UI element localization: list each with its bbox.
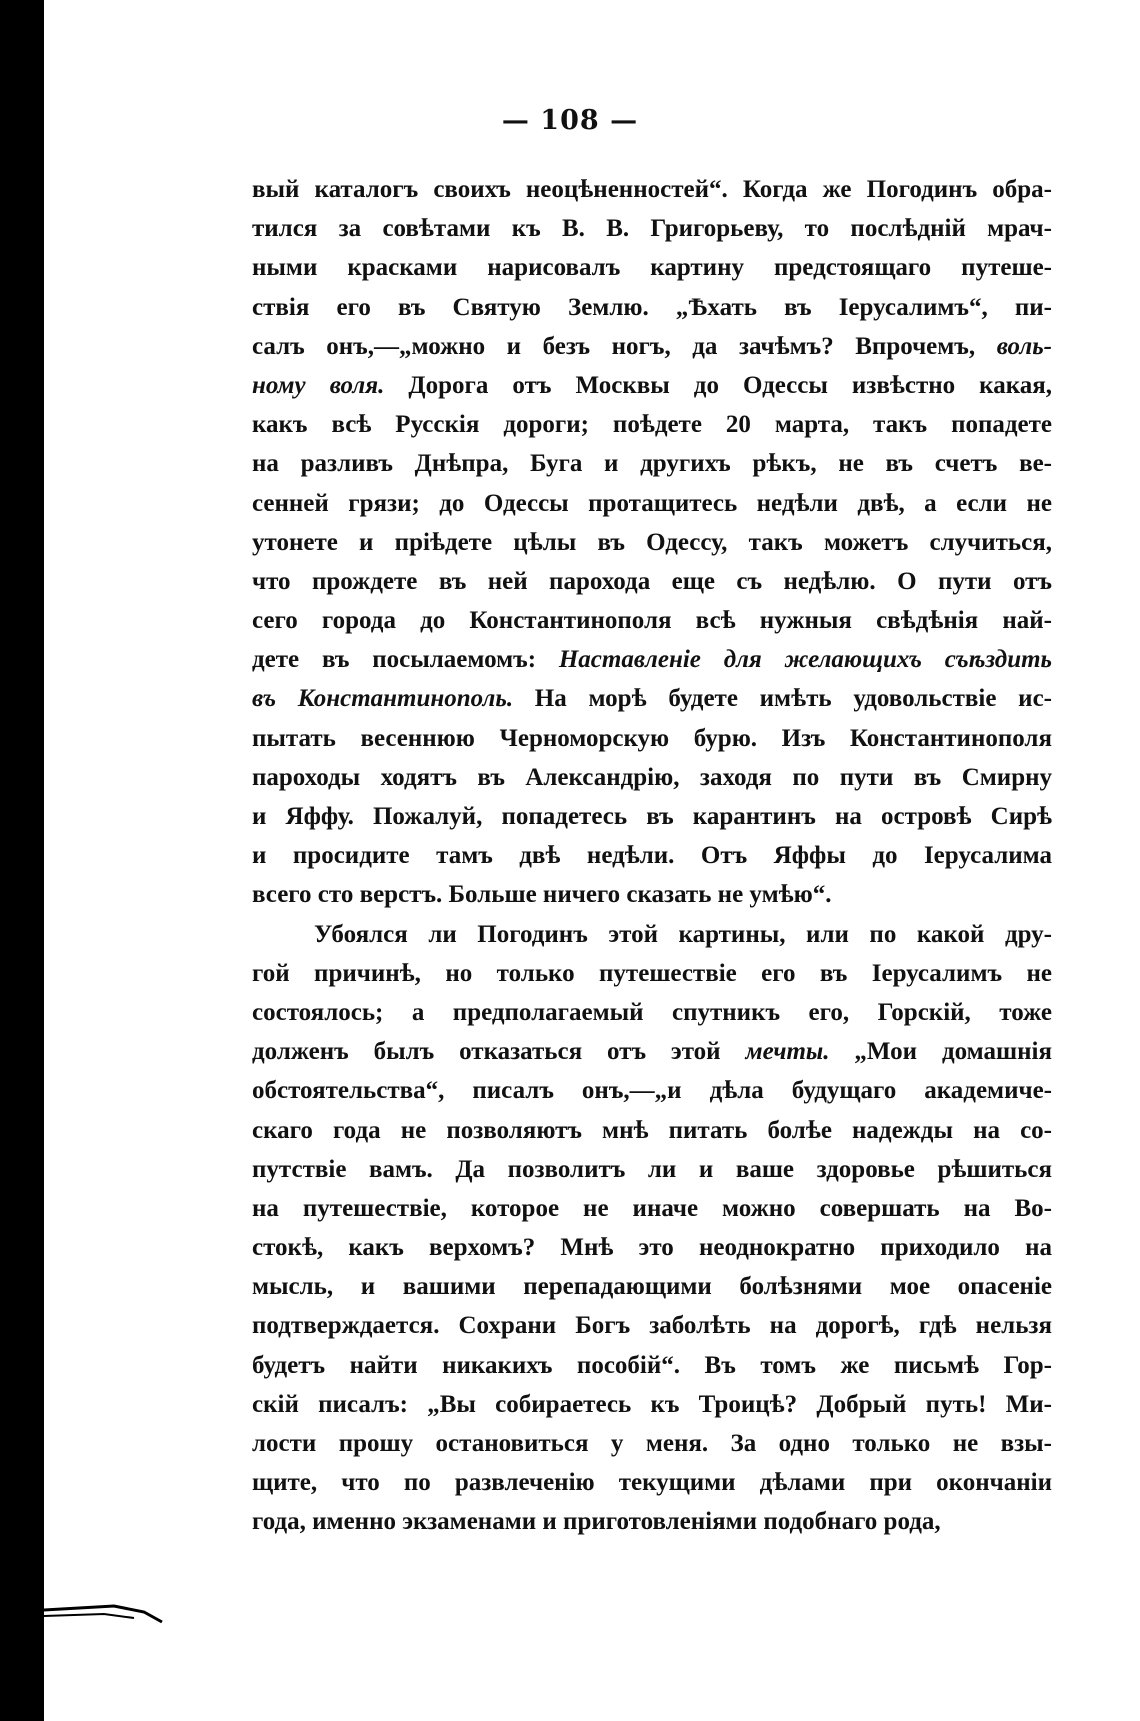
text-line bbox=[252, 1267, 1052, 1306]
body-text bbox=[252, 170, 1052, 1542]
italic-text: воль- bbox=[996, 332, 1052, 360]
text-run: всего сто верстъ. Больше ничего сказать не умѣю“. bbox=[252, 881, 832, 909]
text-line bbox=[252, 797, 1052, 836]
text-line bbox=[252, 444, 1052, 483]
text-line bbox=[252, 1346, 1052, 1385]
text-line bbox=[252, 1463, 1052, 1502]
text-run: состоялось; а предполагаемый спутникъ его, Горскiй, тоже bbox=[252, 998, 1052, 1026]
text-run: путствiе вамъ. Да позволитъ ли и ваше здоровье рѣшиться bbox=[252, 1155, 1052, 1183]
text-run: скiй писалъ: „Вы собираетесь къ Троицѣ? Добрый путь! Ми- bbox=[252, 1390, 1052, 1418]
text-run: ствiя его въ Святую Землю. „Ѣхать въ Iерусалимъ“, пи- bbox=[252, 293, 1052, 321]
text-run: дете въ посылаемомъ: bbox=[252, 646, 559, 674]
text-line bbox=[252, 1385, 1052, 1424]
text-run: и просидите тамъ двѣ недѣли. Отъ Яффы до Iерусалима bbox=[252, 842, 1052, 870]
text-line bbox=[252, 1189, 1052, 1228]
text-line bbox=[252, 1071, 1052, 1110]
text-run: вый каталогъ своихъ неоцѣненностей“. Когда же Погодинъ обра- bbox=[252, 176, 1052, 203]
text-run: На морѣ будете имѣть удовольствiе ис- bbox=[513, 685, 1052, 713]
text-run: что прождете въ ней парохода еще съ недѣлю. О пути отъ bbox=[252, 567, 1052, 595]
text-run: пытать весеннюю Черноморскую бурю. Изъ Константинополя bbox=[252, 724, 1052, 752]
text-run: пароходы ходятъ въ Александрiю, заходя по пути въ Смирну bbox=[252, 763, 1052, 791]
text-run: щите, что по развлеченiю текущими дѣлами при окончанiи bbox=[252, 1469, 1052, 1497]
italic-text: Наставленiе для желающихъ съѣздить bbox=[558, 646, 1052, 674]
text-line bbox=[252, 288, 1052, 327]
text-line bbox=[252, 327, 1052, 366]
text-line bbox=[252, 366, 1052, 405]
paragraph bbox=[252, 915, 1052, 1542]
text-run: тился за совѣтами къ В. В. Григорьеву, то послѣднiй мрач- bbox=[252, 215, 1052, 243]
text-line bbox=[252, 836, 1052, 875]
text-line bbox=[252, 405, 1052, 444]
text-run: Дорога отъ Москвы до Одессы извѣстно какая, bbox=[384, 371, 1053, 399]
scan-edge-artifact bbox=[44, 1598, 164, 1628]
text-run: на путешествiе, которое не иначе можно совершать на Во- bbox=[252, 1194, 1052, 1222]
page-number: — 108 — bbox=[501, 105, 639, 136]
text-line bbox=[252, 523, 1052, 562]
text-run: подтверждается. Сохрани Богъ заболѣть на дорогѣ, гдѣ нельзя bbox=[252, 1312, 1052, 1340]
text-line bbox=[252, 640, 1052, 679]
text-run: „Мои домашнiя bbox=[829, 1038, 1052, 1066]
text-run: гой причинѣ, но только путешествiе его въ Iерусалимъ не bbox=[252, 959, 1052, 987]
text-line bbox=[252, 1111, 1052, 1150]
text-run: скаго года не позволяютъ мнѣ питать болѣе надежды на со- bbox=[252, 1116, 1052, 1144]
text-line bbox=[252, 679, 1052, 718]
text-line bbox=[252, 875, 1052, 914]
text-line bbox=[252, 915, 1052, 954]
text-run: обстоятельства“, писалъ онъ,—„и дѣла будущаго академиче- bbox=[252, 1077, 1052, 1105]
text-line bbox=[252, 993, 1052, 1032]
text-line bbox=[252, 601, 1052, 640]
text-line bbox=[252, 954, 1052, 993]
text-run: стокѣ, какъ верхомъ? Мнѣ это неоднократно приходило на bbox=[252, 1234, 1052, 1262]
paragraph bbox=[252, 170, 1052, 915]
text-run: салъ онъ,—„можно и безъ ногъ, да зачѣмъ? Впрочемъ, bbox=[252, 332, 997, 360]
text-run: на разливъ Днѣпра, Буга и другихъ рѣкъ, не въ счетъ ве- bbox=[252, 450, 1052, 478]
text-run: года, именно экзаменами и приготовленiями подобнаго рода, bbox=[252, 1508, 941, 1536]
italic-text: мечты. bbox=[745, 1038, 830, 1066]
text-line bbox=[252, 719, 1052, 758]
text-run: лости прошу остановиться у меня. За одно только не взы- bbox=[252, 1430, 1052, 1457]
text-line bbox=[252, 1032, 1052, 1071]
text-run: какъ всѣ Русскiя дороги; поѣдете 20 марта, такъ попадете bbox=[252, 411, 1052, 439]
text-line bbox=[252, 562, 1052, 601]
text-run: Убоялся ли Погодинъ этой картины, или по какой дру- bbox=[314, 920, 1052, 948]
text-line bbox=[252, 1306, 1052, 1345]
text-run: мысль, и вашими перепадающими болѣзнями мое опасенiе bbox=[252, 1273, 1052, 1301]
text-line bbox=[252, 170, 1052, 209]
text-line bbox=[252, 209, 1052, 248]
text-run: сенней грязи; до Одессы протащитесь недѣли двѣ, а если не bbox=[252, 489, 1052, 517]
text-line bbox=[252, 758, 1052, 797]
text-line bbox=[252, 1502, 1052, 1541]
italic-text: въ Константинополь. bbox=[252, 685, 514, 713]
italic-text: ному воля. bbox=[252, 371, 385, 399]
text-run: ными красками нарисовалъ картину предстоящаго путеше- bbox=[252, 254, 1052, 282]
text-line bbox=[252, 1228, 1052, 1267]
scan-dark-edge bbox=[0, 0, 44, 1721]
text-line bbox=[252, 1150, 1052, 1189]
text-line bbox=[252, 248, 1052, 287]
text-run: долженъ былъ отказаться отъ этой bbox=[252, 1038, 746, 1066]
text-run: будетъ найти никакихъ пособiй“. Въ томъ же письмѣ Гор- bbox=[252, 1351, 1052, 1379]
text-run: утонете и прiѣдете цѣлы въ Одессу, такъ можетъ случиться, bbox=[252, 528, 1052, 556]
text-run: и Яффу. Пожалуй, попадетесь въ карантинъ на островѣ Сирѣ bbox=[252, 803, 1052, 830]
text-run: сего города до Константинополя всѣ нужныя свѣдѣнiя най- bbox=[252, 607, 1052, 635]
text-line bbox=[252, 1424, 1052, 1463]
text-line bbox=[252, 484, 1052, 523]
